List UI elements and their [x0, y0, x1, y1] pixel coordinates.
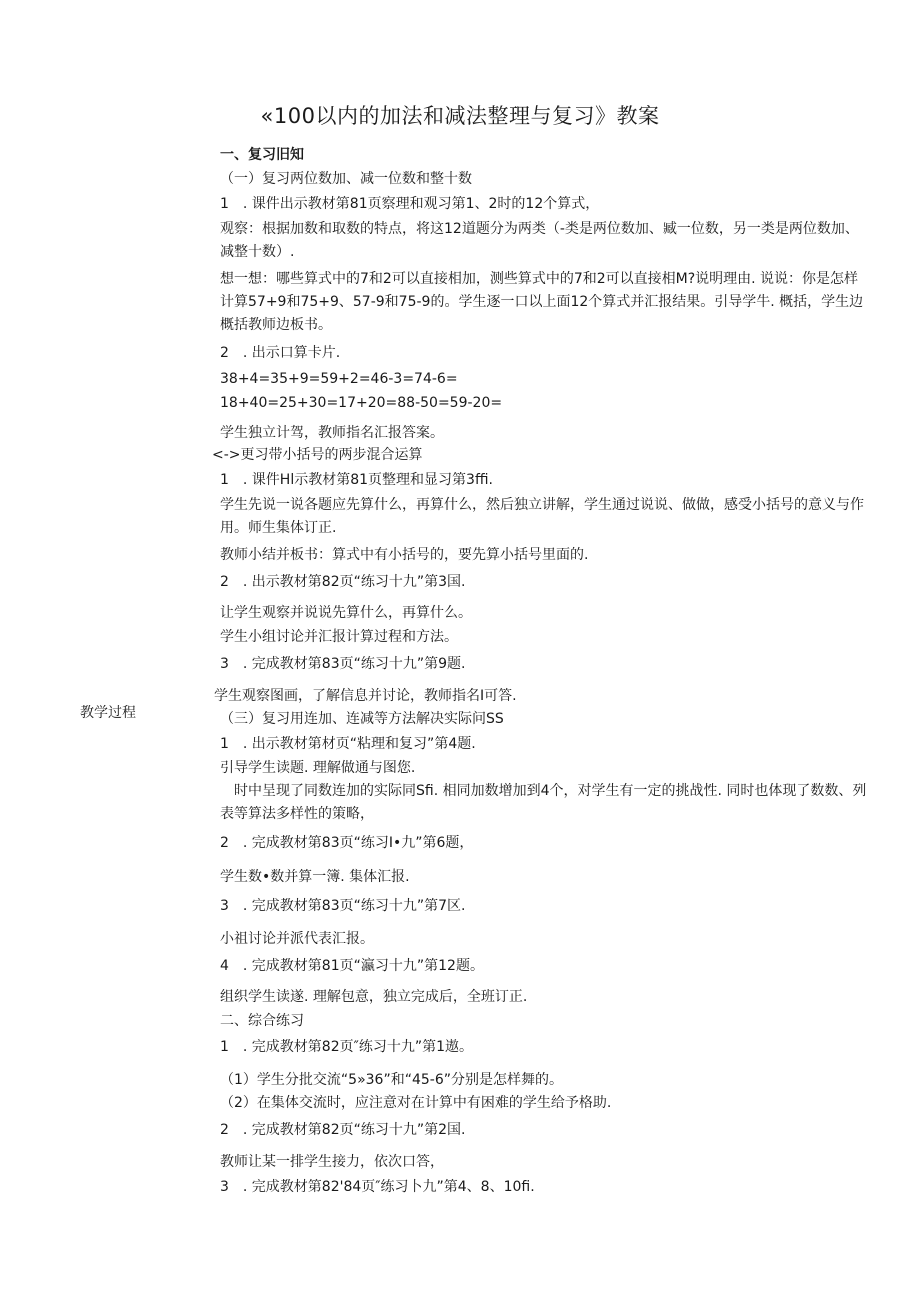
text-line: 引导学生读题. 理解做通与图您. — [220, 760, 416, 776]
text-line: 2 . 完成教材第83页“练习I•九”第6题， — [220, 835, 474, 851]
section-label-teaching-process: 教学过程 — [80, 705, 136, 721]
text-line: 让学生观察并说说先算什么，再算什么。 — [220, 605, 472, 621]
text-line: 1 . 课件Hl示教材第81页整理和显习第3ffi. — [220, 472, 493, 488]
text-line: 1 . 出示教材第材页“粘理和复习”第4题. — [220, 736, 476, 752]
paragraph: 时中呈现了同数连加的实际同Sfi. 相同加数增加到4个，对学生有一定的挑战性. 同时也体现了数数、列表等算法多样性的策略， — [220, 783, 867, 822]
text-line: 学生观察图画，了解信息并讨论，教师指名I可答. — [214, 688, 517, 704]
paragraph: 想一想：哪些算式中的7和2可以直接相加，测些算式中的7和2可以直接相M?说明理由. 说说：你是怎样计算57+9和75+9、57-9和75-9的。学生逐一口以上面12个算式并汇报结果。引导学牛. 概括，学生边概括教师边板书。 — [220, 271, 864, 333]
heading-practice: 二、综合练习 — [220, 1013, 304, 1029]
subheading-2: <->更习带小括号的两步混合运算 — [212, 447, 423, 463]
text-line: （1）学生分批交流“5»36”和“45-6”分别是怎样舞的。 — [220, 1072, 563, 1088]
text-line: 教师小结并板书：算式中有小括号的，要先算小括号里面的. — [220, 547, 589, 563]
text-line: 4 . 完成教材第81页“瀛习十九”第12题。 — [220, 958, 484, 974]
paragraph: 观察：根据加数和取数的特点，将这12道题分为两类（-类是两位数加、臧一位数，另一类是两位数加、减整十数）. — [220, 221, 859, 260]
text-line: 2 . 出示口算卡片. — [220, 345, 341, 361]
document-title: «100以内的加法和减法整理与复习》教案 — [260, 104, 660, 128]
text-line: 1 . 课件出示教材第81页察理和观习第1、2时的12个算式， — [220, 196, 600, 212]
heading-review: 一、复习旧知 — [220, 147, 304, 163]
text-line: 教师让某一排学生接力，依次口答， — [220, 1154, 444, 1170]
text-line: 2 . 完成教材第82页“练习十九”第2国. — [220, 1122, 466, 1138]
text-line: 学生数•数并算一簿. 集体汇报. — [220, 869, 410, 885]
text-line: 3 . 完成教材第83页“练习十九”第9题. — [220, 656, 466, 672]
text-line: 3 . 完成教材第83页“练习十九”第7区. — [220, 898, 466, 914]
equation-line: 38+4=35+9=59+2=46-3=74-6= — [220, 371, 458, 387]
text-line: （2）在集体交流时，应注意对在计算中有困难的学生给予格助. — [220, 1095, 612, 1111]
text-line: 学生小组讨论并汇报计算过程和方法。 — [220, 629, 458, 645]
text-line: 组织学生读遂. 理解包意，独立完成后，全班订正. — [220, 989, 528, 1005]
paragraph: 学生先说一说各题应先算什么，再算什么，然后独立讲解，学生通过说说、做做，感受小括号的意义与作用。师生集体订正. — [220, 497, 864, 536]
text-line: 2 . 出示教材第82页“练习十九”第3国. — [220, 574, 466, 590]
text-line: 学生独立计驾，教师指名汇报答案。 — [220, 425, 444, 441]
text-line: 1 . 完成教材第82页″练习十九”第1遨。 — [220, 1039, 474, 1055]
text-line: 小祖讨论并派代表汇报。 — [220, 931, 374, 947]
equation-line: 18+40=25+30=17+20=88-50=59-20= — [220, 395, 503, 411]
subheading-3: （三）复习用连加、连减等方法解决实际问SS — [220, 711, 504, 727]
text-line: 3 . 完成教材第82'84页″练习卜九”第4、8、10fi. — [220, 1179, 535, 1195]
subheading-1: （一）复习两位数加、减一位数和整十数 — [220, 171, 472, 187]
